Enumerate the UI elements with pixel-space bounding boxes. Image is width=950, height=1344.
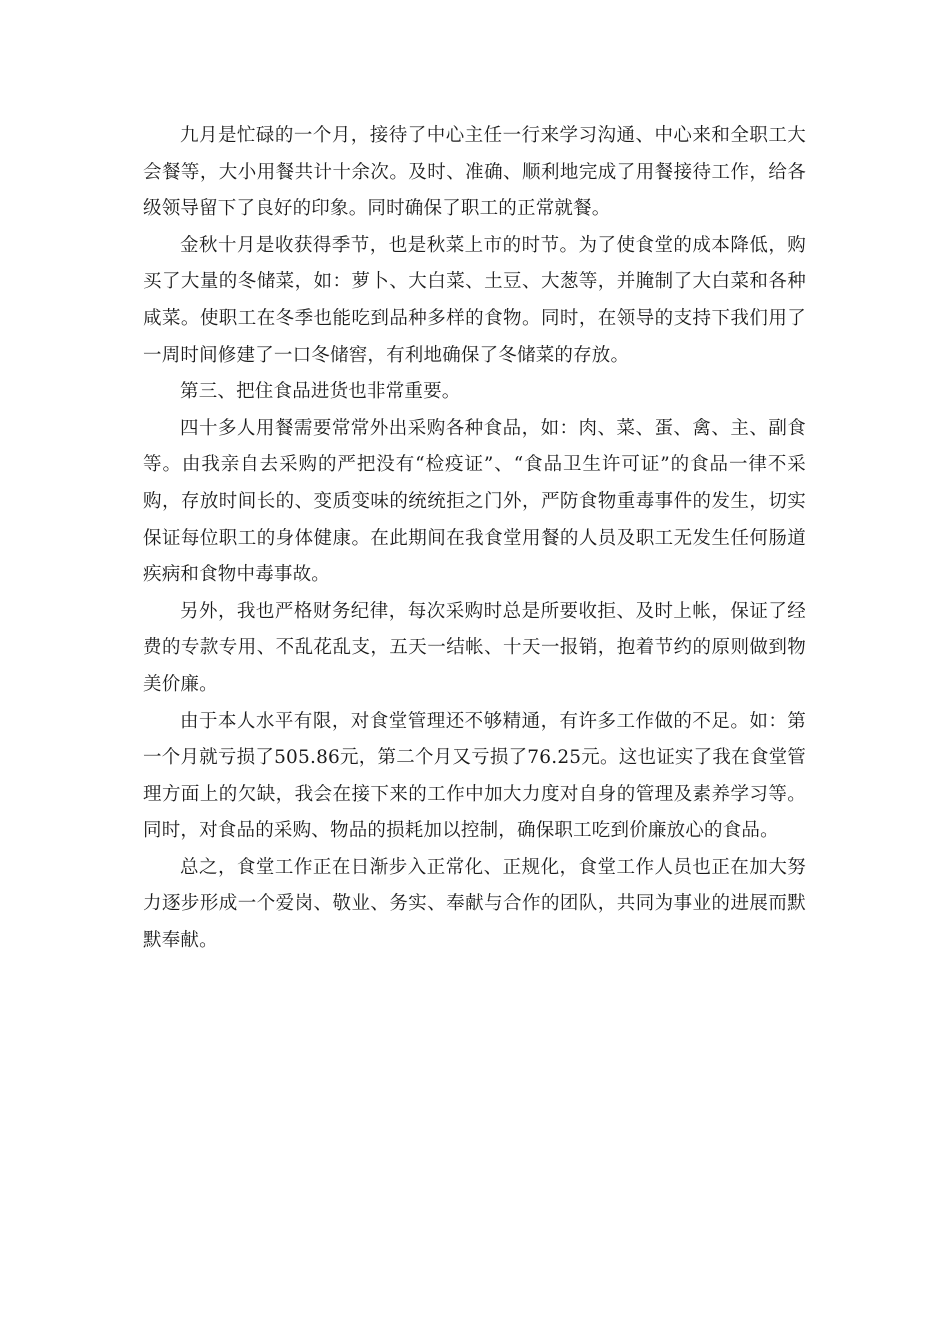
paragraph-shortcomings: 由于本人水平有限，对食堂管理还不够精通，有许多工作做的不足。如：第一个月就亏损了505.86元，第二个月又亏损了76.25元。这也证实了我在食堂管理方面上的欠缺，我会在接下来的工作中加大力度对自身的管理及素养学习等。同时，对食品的采购、物品的损耗加以控制，确保职工吃到价廉放心的食品。 — [143, 710, 806, 842]
paragraph-purchasing: 四十多人用餐需要常常外出采购各种食品，如：肉、菜、蛋、禽、主、副食等。由我亲自去采购的严把没有“检疫证”、“食品卫生许可证”的食品一律不采购，存放时间长的、变质变味的统统拒之门外，严防食物重毒事件的发生，切实保证每位职工的身体健康。在此期间在我食堂用餐的人员及职工无发生任何肠道疾病和食物中毒事故。 — [143, 417, 806, 586]
paragraph-conclusion: 总之，食堂工作正在日渐步入正常化、正规化，食堂工作人员也正在加大努力逐步形成一个爱岗、敬业、务实、奉献与合作的团队，共同为事业的进展而默默奉献。 — [143, 856, 806, 952]
document-body — [143, 118, 806, 960]
paragraph-third-point: 第三、把住食品进货也非常重要。 — [180, 381, 461, 403]
paragraph-september: 九月是忙碌的一个月，接待了中心主任一行来学习沟通、中心来和全职工大会餐等，大小用餐共计十余次。及时、准确、顺利地完成了用餐接待工作，给各级领导留下了良好的印象。同时确保了职工的正常就餐。 — [143, 125, 806, 220]
paragraph-finance: 另外，我也严格财务纪律，每次采购时总是所要收拒、及时上帐，保证了经费的专款专用、不乱花乱支，五天一结帐、十天一报销，抱着节约的原则做到物美价廉。 — [143, 600, 806, 695]
paragraph-october: 金秋十月是收获得季节，也是秋菜上市的时节。为了使食堂的成本降低，购买了大量的冬储菜，如：萝卜、大白菜、土豆、大葱等，并腌制了大白菜和各种咸菜。使职工在冬季也能吃到品种多样的食物。同时，在领导的支持下我们用了一周时间修建了一口冬储窖，有利地确保了冬储菜的存放。 — [143, 234, 806, 366]
